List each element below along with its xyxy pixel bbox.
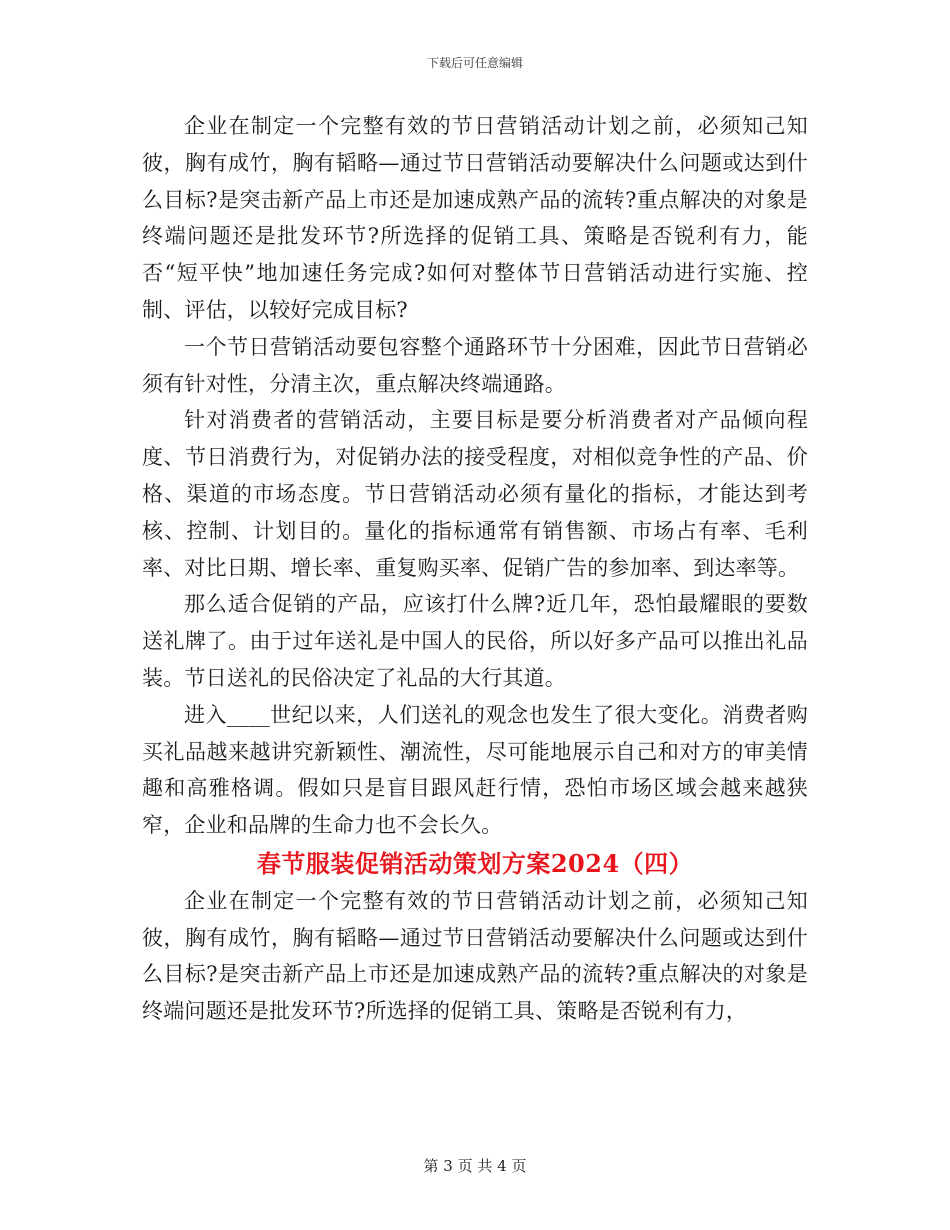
document-body (142, 108, 808, 1030)
paragraph: 一个节日营销活动要包容整个通路环节十分困难，因此节日营销必须有针对性，分清主次，重点解决终端通路。 (142, 334, 808, 396)
paragraph: 进入____世纪以来，人们送礼的观念也发生了很大变化。消费者购买礼品越来越讲究新颖性、潮流性，尽可能地展示自己和对方的审美情趣和高雅格调。假如只是盲目跟风赶行情，恐怕市场区域会越来越狭窄，企业和品牌的生命力也不会长久。 (142, 702, 808, 838)
section-title: 春节服装促销活动策划方案2024（四） (256, 848, 694, 878)
paragraph: 针对消费者的营销活动，主要目标是要分析消费者对产品倾向程度、节日消费行为，对促销办法的接受程度，对相似竞争性的产品、价格、渠道的市场态度。节日营销活动必须有量化的指标，才能达到考核、控制、计划目的。量化的指标通常有销售额、市场占有率、毛利率、对比日期、增长率、重复购买率、促销广告的参加率、到达率等。 (142, 408, 808, 580)
page-header: 下载后可任意编辑 (426, 56, 523, 70)
paragraph: 企业在制定一个完整有效的节日营销活动计划之前，必须知己知彼，胸有成竹，胸有韬略—通过节日营销活动要解决什么问题或达到什么目标?是突击新产品上市还是加速成熟产品的流转?重点解决的对象是终端问题还是批发环节?所选择的促销工具、策略是否锐利有力，能否“短平快”地加速任务完成?如何对整体节日营销活动进行实施、控制、评估，以较好完成目标? (142, 114, 808, 322)
paragraph: 那么适合促销的产品，应该打什么牌?近几年，恐怕最耀眼的要数送礼牌了。由于过年送礼是中国人的民俗，所以好多产品可以推出礼品装。节日送礼的民俗决定了礼品的大行其道。 (142, 592, 808, 690)
page-number: 第 3 页 共 4 页 (423, 1157, 527, 1175)
paragraph: 企业在制定一个完整有效的节日营销活动计划之前，必须知己知彼，胸有成竹，胸有韬略—通过节日营销活动要解决什么问题或达到什么目标?是突击新产品上市还是加速成熟产品的流转?重点解决的对象是终端问题还是批发环节?所选择的促销工具、策略是否锐利有力， (142, 888, 808, 1024)
